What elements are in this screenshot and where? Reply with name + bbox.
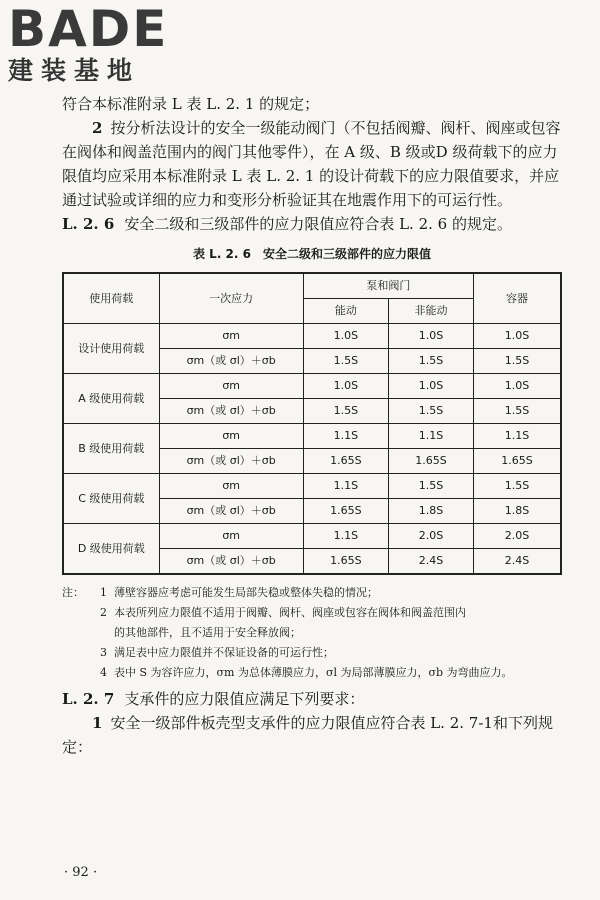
cell-stress: σm (159, 374, 303, 399)
cell-stress: σm（或 σl）＋σb (159, 499, 303, 524)
table-row (63, 324, 561, 349)
clause-l26-text: 安全二级和三级部件的应力限值应符合表 L. 2. 6 的 (124, 215, 467, 233)
table-title: 表 L. 2. 6 安全二级和三级部件的应力限值 (193, 247, 431, 261)
item-1 (62, 711, 562, 759)
cell-vessel: 1.5S (474, 399, 561, 424)
cell-inactive: 2.0S (388, 524, 473, 549)
item-2-line: 验证其在地震作用下的可运行性。 (287, 191, 513, 209)
header-inactive: 非能动 (388, 299, 473, 324)
logo-brand-en: BADE (8, 0, 169, 58)
cell-active: 1.5S (303, 349, 388, 374)
note-text-cont: 的其他部件，且不适用于安全释放阀； (114, 626, 301, 639)
cell-active: 1.65S (303, 549, 388, 575)
cell-active: 1.5S (303, 399, 388, 424)
note-number: 3 (100, 646, 107, 659)
cell-inactive: 1.65S (388, 449, 473, 474)
cell-load: B 级使用荷载 (63, 424, 159, 474)
cell-vessel: 1.1S (474, 424, 561, 449)
table-row (63, 424, 561, 449)
cell-active: 1.0S (303, 374, 388, 399)
cell-stress: σm (159, 324, 303, 349)
clause-l27-number: L. 2. 7 (62, 690, 115, 708)
brand-logo (8, 0, 169, 86)
note-number: 1 (100, 586, 107, 599)
cell-inactive: 1.5S (388, 349, 473, 374)
item-2-line: 荷载下的应力限值要求，并应通过试验或详细的应力和变形分析 (62, 167, 560, 209)
cell-vessel: 1.65S (474, 449, 561, 474)
cell-active: 1.65S (303, 449, 388, 474)
cell-vessel: 1.5S (474, 474, 561, 499)
paragraph-continuation: 符合本标准附录 L 表 L. 2. 1 的规定； (62, 95, 320, 113)
item-2-number: 2 (92, 119, 103, 137)
cell-load: C 级使用荷载 (63, 474, 159, 524)
document-body (62, 92, 562, 759)
cell-active: 1.1S (303, 474, 388, 499)
cell-vessel: 2.0S (474, 524, 561, 549)
cell-vessel: 1.8S (474, 499, 561, 524)
cell-vessel: 1.0S (474, 374, 561, 399)
table-row (63, 524, 561, 549)
note-text: 本表所列应力限值不适用于阀瓣、阀杆、阀座或包容在阀体和阀盖范围内 (114, 606, 466, 619)
table-notes (62, 583, 562, 683)
clause-l26-cont: 规定。 (466, 215, 512, 233)
cell-load: D 级使用荷载 (63, 524, 159, 575)
cell-inactive: 1.5S (388, 399, 473, 424)
header-vessel: 容器 (474, 273, 561, 324)
note-item (62, 643, 562, 663)
cell-load: 设计使用荷载 (63, 324, 159, 374)
note-item (62, 583, 562, 603)
page-number: · 92 · (64, 865, 98, 880)
cell-inactive: 1.0S (388, 374, 473, 399)
cell-vessel: 2.4S (474, 549, 561, 575)
logo-brand-cn: 建装基地 (8, 56, 141, 85)
item-2-line: 座或包容在阀体和阀盖范围内的阀门其他零件），在 A 级、B 级或 (62, 119, 561, 161)
note-number: 4 (100, 666, 107, 679)
header-load: 使用荷载 (63, 273, 159, 324)
item-1-number: 1 (92, 714, 103, 732)
cell-load: A 级使用荷载 (63, 374, 159, 424)
table-row (63, 474, 561, 499)
clause-l26 (62, 212, 562, 236)
item-1-text: 安全一级部件板壳型支承件的应力限值应符合表 L. 2. 7-1 (110, 714, 493, 732)
note-text: 表中 S 为容许应力，σm 为总体薄膜应力，σl 为局部薄膜应力，σb 为弯曲应力。 (114, 666, 513, 679)
note-text: 满足表中应力限值并不保证设备的可运行性； (114, 646, 334, 659)
item-1-cont: 和下列规定： (62, 714, 553, 756)
cell-stress: σm（或 σl）＋σb (159, 349, 303, 374)
cell-stress: σm (159, 424, 303, 449)
cell-vessel: 1.5S (474, 349, 561, 374)
clause-l27 (62, 687, 562, 711)
cell-inactive: 1.5S (388, 474, 473, 499)
cell-vessel: 1.0S (474, 324, 561, 349)
cell-active: 1.1S (303, 524, 388, 549)
cell-active: 1.1S (303, 424, 388, 449)
clause-l26-number: L. 2. 6 (62, 215, 115, 233)
cell-inactive: 1.1S (388, 424, 473, 449)
header-stress: 一次应力 (159, 273, 303, 324)
cell-inactive: 1.0S (388, 324, 473, 349)
item-2-line: D 级荷载下的应力限值均应采用本标准附录 L 表 L. 2. 1 的设计 (62, 143, 558, 185)
cell-stress: σm（或 σl）＋σb (159, 549, 303, 575)
clause-l27-text: 支承件的应力限值应满足下列要求： (124, 690, 365, 708)
stress-limit-table (62, 272, 562, 575)
note-item (62, 663, 562, 683)
notes-label: 注： (62, 586, 84, 599)
cell-stress: σm（或 σl）＋σb (159, 449, 303, 474)
cell-stress: σm（或 σl）＋σb (159, 399, 303, 424)
note-number: 2 (100, 606, 107, 619)
header-active: 能动 (303, 299, 388, 324)
table-row (63, 374, 561, 399)
item-2-line: 按分析法设计的安全一级能动阀门（不包括阀瓣、阀杆、阀 (110, 119, 501, 137)
cell-active: 1.65S (303, 499, 388, 524)
cell-active: 1.0S (303, 324, 388, 349)
cell-stress: σm (159, 474, 303, 499)
cell-inactive: 1.8S (388, 499, 473, 524)
header-pump-valve: 泵和阀门 (303, 273, 473, 299)
item-2 (62, 116, 562, 212)
note-item (62, 603, 562, 623)
cell-stress: σm (159, 524, 303, 549)
cell-inactive: 2.4S (388, 549, 473, 575)
note-text: 薄壁容器应考虑可能发生局部失稳或整体失稳的情况； (114, 586, 378, 599)
